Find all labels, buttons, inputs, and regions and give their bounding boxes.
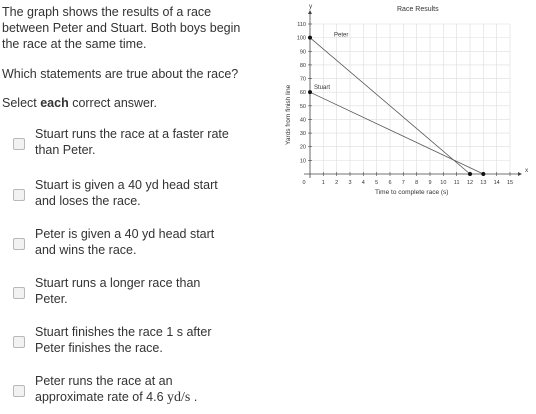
- answer-checkbox-3[interactable]: [13, 238, 25, 250]
- x-tick-label: 9: [428, 180, 432, 186]
- question-text: [2, 4, 252, 111]
- instruction-bold: each: [40, 96, 69, 110]
- x-tick-label: 10: [440, 180, 447, 186]
- x-tick-label: 8: [415, 180, 419, 186]
- y-axis-arrow-icon: [308, 10, 312, 14]
- question-instruction: [2, 95, 252, 111]
- stuart-point: [308, 90, 312, 94]
- stuart-point: [481, 172, 485, 176]
- answer-label-6-text: Peter runs the race at an approximate rate of 4.6: [35, 374, 173, 404]
- x-tick-label: 1: [321, 180, 325, 186]
- instruction-prefix: Select: [2, 96, 41, 110]
- x-tick-label: 2: [335, 180, 339, 186]
- answer-checkbox-6[interactable]: [13, 385, 25, 397]
- y-tick-label: 70: [299, 76, 306, 83]
- y-tick-label: 110: [297, 22, 306, 28]
- y-tick-label: 30: [299, 131, 306, 138]
- answer-label-6-unit: yd/s: [167, 390, 191, 405]
- x-tick-label: 6: [388, 180, 392, 186]
- question-intro: The graph shows the results of a race between Peter and Stuart. Both boys begin the race at the same time.: [2, 5, 241, 51]
- x-tick-label: 11: [453, 180, 460, 186]
- x-tick-label: 7: [401, 180, 405, 186]
- peter-point: [468, 172, 472, 176]
- answer-checkbox-5[interactable]: [13, 336, 25, 348]
- x-tick-label: 3: [348, 180, 352, 186]
- chart-axes: [297, 3, 529, 186]
- race-results-graph: [278, 0, 536, 200]
- y-tick-label: 40: [299, 117, 306, 124]
- x-tick-label: 14: [493, 180, 500, 186]
- stuart-series-label: Stuart: [314, 85, 331, 92]
- question-prompt: Which statements are true about the race?: [2, 67, 239, 81]
- x-axis-label: Time to complete race (s): [375, 189, 449, 196]
- y-tick-label: 80: [299, 62, 306, 69]
- y-tick-label: 20: [299, 144, 306, 151]
- chart-grid: [310, 24, 510, 174]
- y-tick-label: 60: [299, 90, 306, 97]
- y-tick-label: 10: [299, 158, 306, 165]
- answer-label-2: Stuart is given a 40 yd head start and loses the race.: [35, 178, 218, 208]
- answer-label-6-suffix: .: [190, 390, 198, 404]
- x-axis-symbol: x: [525, 167, 529, 174]
- y-tick-label: 50: [299, 103, 306, 110]
- x-tick-label: 5: [375, 180, 379, 186]
- x-tick-label: 4: [361, 180, 365, 186]
- peter-point: [308, 36, 312, 40]
- peter-series-label: Peter: [334, 32, 349, 39]
- answer-checkbox-1[interactable]: [13, 138, 25, 150]
- x-tick-label: 13: [480, 180, 487, 186]
- chart-title: Race Results: [397, 6, 439, 13]
- answer-checkbox-2[interactable]: [13, 189, 25, 201]
- x-axis-arrow-icon: [518, 172, 522, 176]
- origin-label: 0: [302, 180, 306, 186]
- answer-label-6: [35, 373, 235, 406]
- y-tick-label: 100: [296, 35, 306, 42]
- answer-label-1: Stuart runs the race at a faster rate than Peter.: [35, 127, 229, 157]
- x-tick-label: 12: [466, 180, 474, 186]
- instruction-suffix: correct answer.: [68, 96, 157, 110]
- answer-label-4: Stuart runs a longer race than Peter.: [35, 276, 201, 306]
- x-tick-label: 15: [506, 180, 514, 186]
- answer-label-5: Stuart finishes the race 1 s after Peter finishes the race.: [35, 325, 212, 355]
- answer-checkbox-4[interactable]: [13, 287, 25, 299]
- y-axis-label: Yards from finish line: [285, 84, 292, 145]
- y-axis-symbol: y: [309, 3, 313, 10]
- chart-series: [308, 33, 485, 176]
- y-tick-label: 90: [299, 49, 306, 56]
- answer-label-3: Peter is given a 40 yd head start and wins the race.: [35, 227, 215, 257]
